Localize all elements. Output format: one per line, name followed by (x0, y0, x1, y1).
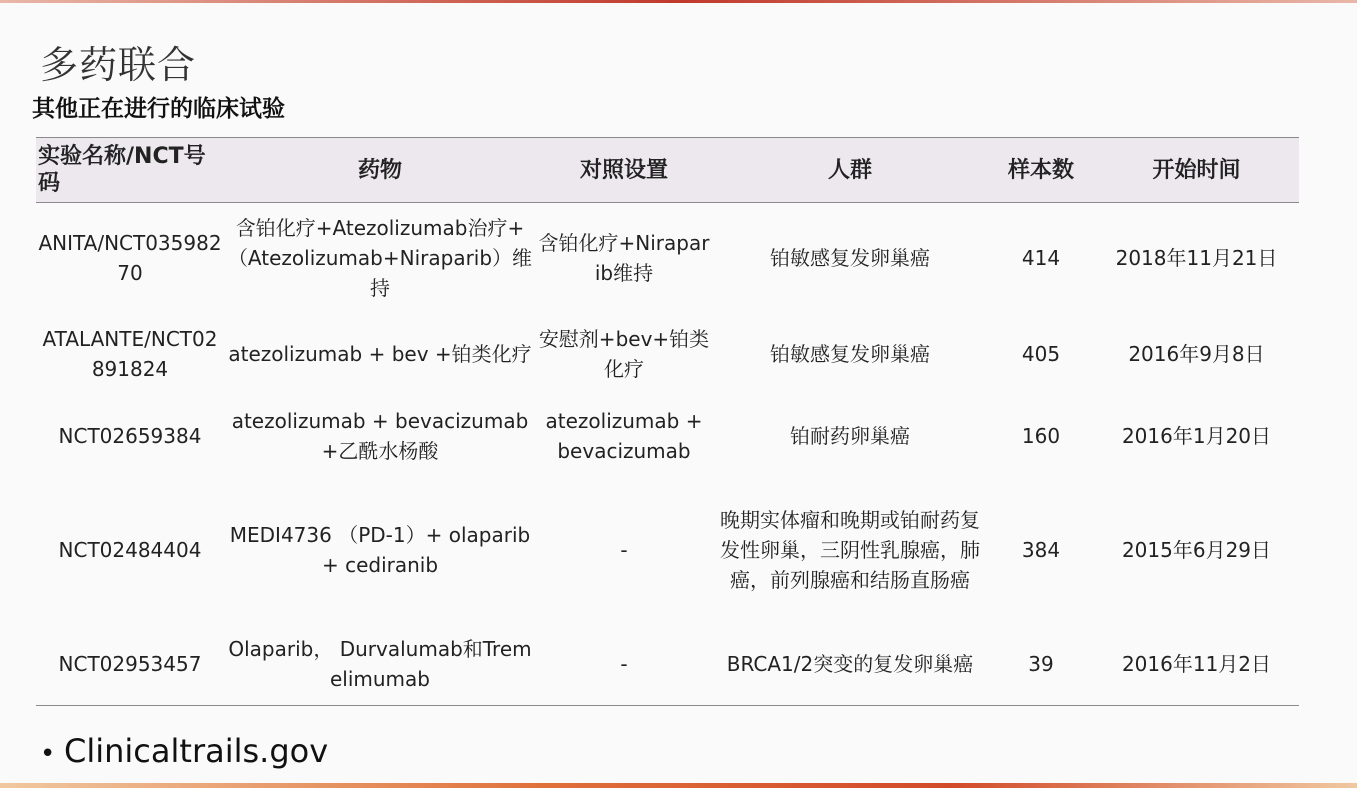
header-population: 人群 (827, 157, 872, 183)
cell-sample-size: 405 (1021, 342, 1061, 366)
cell-start-date: 2016年9月8日 (1128, 342, 1265, 366)
cell-trial-name: NCT02953457 (58, 652, 202, 676)
cell-drug: Olaparib， Durvalumab和Tremelimumab (228, 637, 532, 691)
header-sample-size: 样本数 (1007, 157, 1074, 183)
cell-drug: atezolizumab + bevacizumab +乙酰水杨酸 (231, 409, 529, 463)
cell-population: 铂敏感复发卵巢癌 (770, 342, 930, 366)
table-row (36, 395, 1299, 477)
cell-sample-size: 160 (1021, 424, 1061, 448)
cell-population: 铂敏感复发卵巢癌 (770, 246, 930, 270)
trials-table-container (36, 137, 1299, 706)
cell-control: 含铂化疗+Niraparib维持 (538, 231, 710, 285)
cell-drug: 含铂化疗+Atezolizumab治疗+（Atezolizumab+Niraparib）维持 (227, 216, 533, 300)
cell-control: 安慰剂+bev+铂类化疗 (538, 327, 710, 381)
header-drug: 药物 (357, 157, 402, 183)
cell-trial-name: NCT02484404 (58, 538, 202, 562)
cell-sample-size: 39 (1028, 652, 1054, 676)
cell-trial-name: ANITA/NCT03598270 (38, 231, 222, 285)
bottom-accent-bar (0, 783, 1357, 788)
table-row (36, 623, 1299, 706)
cell-population: BRCA1/2突变的复发卵巢癌 (726, 652, 974, 676)
slide-subtitle: 其他正在进行的临床试验 (32, 96, 285, 122)
cell-start-date: 2015年6月29日 (1121, 538, 1272, 562)
cell-start-date: 2018年11月21日 (1115, 246, 1278, 270)
cell-trial-name: ATALANTE/NCT02891824 (42, 327, 218, 381)
slide-title: 多药联合 (40, 43, 197, 87)
source-bullet (40, 732, 328, 770)
source-text: Clinicaltrails.gov (64, 732, 329, 770)
trials-table (36, 137, 1299, 706)
cell-drug: atezolizumab + bev +铂类化疗 (228, 342, 532, 366)
header-trial-name: 实验名称/NCT号码 (38, 144, 206, 196)
top-accent-bar (0, 0, 1357, 3)
table-row (36, 203, 1299, 314)
table-row (36, 477, 1299, 623)
cell-start-date: 2016年11月2日 (1121, 652, 1272, 676)
cell-control: atezolizumab + bevacizumab (545, 409, 703, 463)
cell-population: 晚期实体瘤和晚期或铂耐药复发性卵巢，三阴性乳腺癌，肺癌，前列腺癌和结肠直肠癌 (720, 508, 980, 592)
table-header-row (36, 138, 1299, 203)
header-control: 对照设置 (579, 157, 668, 183)
cell-sample-size: 414 (1021, 246, 1061, 270)
header-start-date: 开始时间 (1152, 157, 1241, 183)
cell-control: - (620, 652, 628, 676)
cell-population: 铂耐药卵巢癌 (790, 424, 910, 448)
table-row (36, 313, 1299, 395)
cell-drug: MEDI4736 （PD-1）+ olaparib + cediranib (229, 523, 531, 577)
cell-trial-name: NCT02659384 (58, 424, 202, 448)
cell-control: - (620, 538, 628, 562)
bullet-icon: • (40, 739, 56, 769)
cell-sample-size: 384 (1021, 538, 1061, 562)
cell-start-date: 2016年1月20日 (1121, 424, 1272, 448)
